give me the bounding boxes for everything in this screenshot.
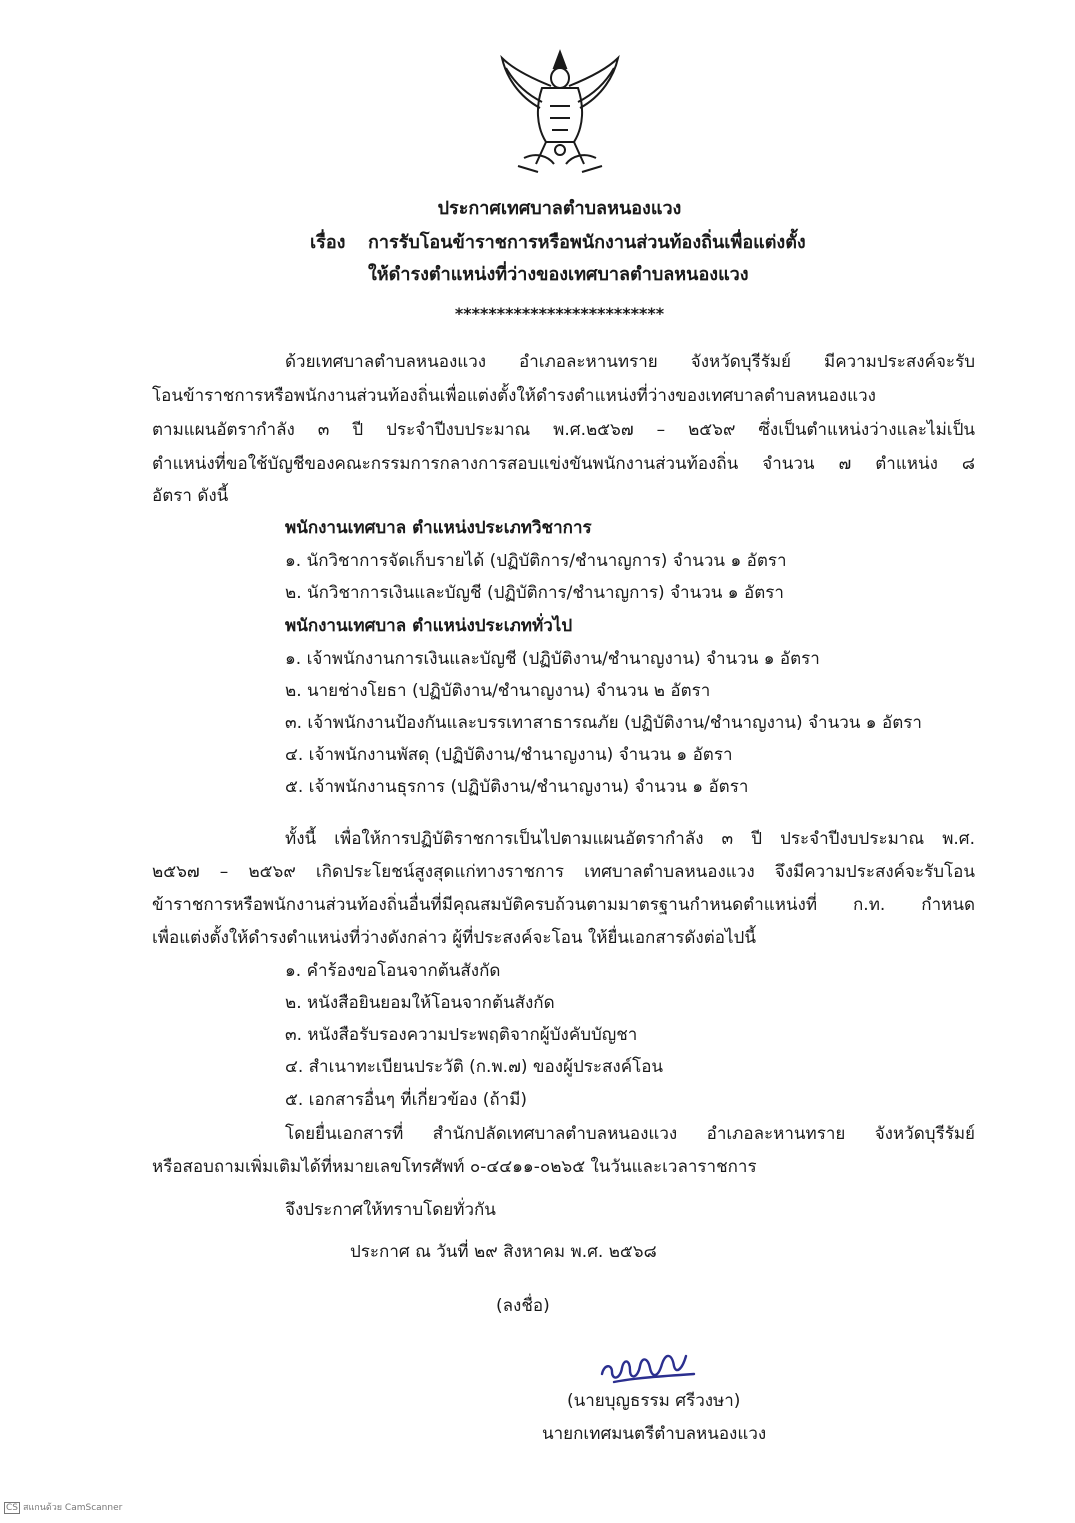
general-position-item: ๕. เจ้าพนักงานธุรการ (ปฏิบัติงาน/ชำนาญงาน) จำนวน ๑ อัตรา — [285, 777, 749, 797]
closing-text: จึงประกาศให้ทราบโดยทั่วกัน — [285, 1200, 496, 1220]
intro-line: ตำแหน่งที่ขอใช้บัญชีของคณะกรรมการกลางการสอบแข่งขันพนักงานส่วนท้องถิ่น จำนวน ๗ ตำแหน่ง ๘ — [152, 454, 975, 474]
intro-line: โอนข้าราชการหรือพนักงานส่วนท้องถิ่นเพื่อแต่งตั้งให้ดำรงตำแหน่งที่ว่างของเทศบาลตำบลหนองแวง — [152, 386, 876, 406]
intro-line: ด้วยเทศบาลตำบลหนองแวง อำเภอละหานทราย จังหวัดบุรีรัมย์ มีความประสงค์จะรับ — [285, 352, 975, 372]
announcement-title: ประกาศเทศบาลตำบลหนองแวง — [437, 198, 682, 219]
subject-line-1: การรับโอนข้าราชการหรือพนักงานส่วนท้องถิ่นเพื่อแต่งตั้ง — [368, 232, 806, 253]
general-group-heading: พนักงานเทศบาล ตำแหน่งประเภททั่วไป — [285, 616, 573, 636]
document-item: ๓. หนังสือรับรองความประพฤติจากผู้บังคับบัญชา — [285, 1025, 638, 1045]
purpose-line: ทั้งนี้ เพื่อให้การปฏิบัติราชการเป็นไปตามแผนอัตรากำลัง ๓ ปี ประจำปีงบประมาณ พ.ศ. — [285, 829, 975, 849]
general-position-item: ๒. นายช่างโยธา (ปฏิบัติงาน/ชำนาญงาน) จำนวน ๒ อัตรา — [285, 681, 711, 701]
separator-stars: ************************* — [454, 304, 665, 323]
signed-label: (ลงชื่อ) — [496, 1296, 550, 1316]
purpose-line: เพื่อแต่งตั้งให้ดำรงตำแหน่งที่ว่างดังกล่าว ผู้ที่ประสงค์จะโอน ให้ยื่นเอกสารดังต่อไปนี้ — [152, 928, 756, 948]
announcement-date: ประกาศ ณ วันที่ ๒๙ สิงหาคม พ.ศ. ๒๕๖๘ — [350, 1242, 657, 1262]
purpose-line: ข้าราชการหรือพนักงานส่วนท้องถิ่นอื่นที่มีคุณสมบัติครบถ้วนตามมาตรฐานกำหนดตำแหน่งที่ ก.ท. กำหนด — [152, 895, 975, 915]
subject-line-2: ให้ดำรงตำแหน่งที่ว่างของเทศบาลตำบลหนองแวง — [368, 264, 749, 285]
document-item: ๑. คำร้องขอโอนจากต้นสังกัด — [285, 961, 501, 981]
purpose-line: ๒๕๖๗ – ๒๕๖๙ เกิดประโยชน์สูงสุดแก่ทางราชการ เทศบาลตำบลหนองแวง จึงมีความประสงค์จะรับโอน — [152, 862, 975, 882]
general-position-item: ๑. เจ้าพนักงานการเงินและบัญชี (ปฏิบัติงาน/ชำนาญงาน) จำนวน ๑ อัตรา — [285, 649, 820, 669]
signer-title: นายกเทศมนตรีตำบลหนองแวง — [542, 1424, 767, 1444]
camscanner-icon: CS — [6, 1503, 18, 1513]
general-position-item: ๔. เจ้าพนักงานพัสดุ (ปฏิบัติงาน/ชำนาญงาน) จำนวน ๑ อัตรา — [285, 745, 733, 765]
intro-line: ตามแผนอัตรากำลัง ๓ ปี ประจำปีงบประมาณ พ.ศ.๒๕๖๗ – ๒๕๖๙ ซึ่งเป็นตำแหน่งว่างและไม่เป็น — [152, 420, 975, 440]
document-item: ๒. หนังสือยินยอมให้โอนจากต้นสังกัด — [285, 993, 555, 1013]
academic-group-heading: พนักงานเทศบาล ตำแหน่งประเภทวิชาการ — [285, 518, 592, 538]
submit-line: โดยยื่นเอกสารที่ สำนักปลัดเทศบาลตำบลหนองแวง อำเภอละหานทราย จังหวัดบุรีรัมย์ — [285, 1124, 975, 1144]
subject-label: เรื่อง — [310, 232, 346, 253]
general-position-item: ๓. เจ้าพนักงานป้องกันและบรรเทาสาธารณภัย (ปฏิบัติงาน/ชำนาญงาน) จำนวน ๑ อัตรา — [285, 713, 922, 733]
academic-position-item: ๑. นักวิชาการจัดเก็บรายได้ (ปฏิบัติการ/ชำนาญการ) จำนวน ๑ อัตรา — [285, 551, 787, 571]
signer-name: (นายบุญธรรม ศรีวงษา) — [567, 1391, 741, 1411]
scanner-watermark: CS สแกนด้วย CamScanner — [6, 1503, 123, 1513]
document-item: ๕. เอกสารอื่นๆ ที่เกี่ยวข้อง (ถ้ามี) — [285, 1090, 528, 1110]
intro-line: อัตรา ดังนี้ — [152, 486, 229, 506]
submit-line: หรือสอบถามเพิ่มเติมได้ที่หมายเลขโทรศัพท์ ๐-๔๔๑๑-๐๒๖๕ ในวันและเวลาราชการ — [152, 1157, 757, 1177]
garuda-emblem-icon — [496, 46, 624, 178]
academic-position-item: ๒. นักวิชาการเงินและบัญชี (ปฏิบัติการ/ชำนาญการ) จำนวน ๑ อัตรา — [285, 583, 784, 603]
document-item: ๔. สำเนาทะเบียนประวัติ (ก.พ.๗) ของผู้ประสงค์โอน — [285, 1057, 664, 1077]
handwritten-signature — [594, 1344, 704, 1388]
